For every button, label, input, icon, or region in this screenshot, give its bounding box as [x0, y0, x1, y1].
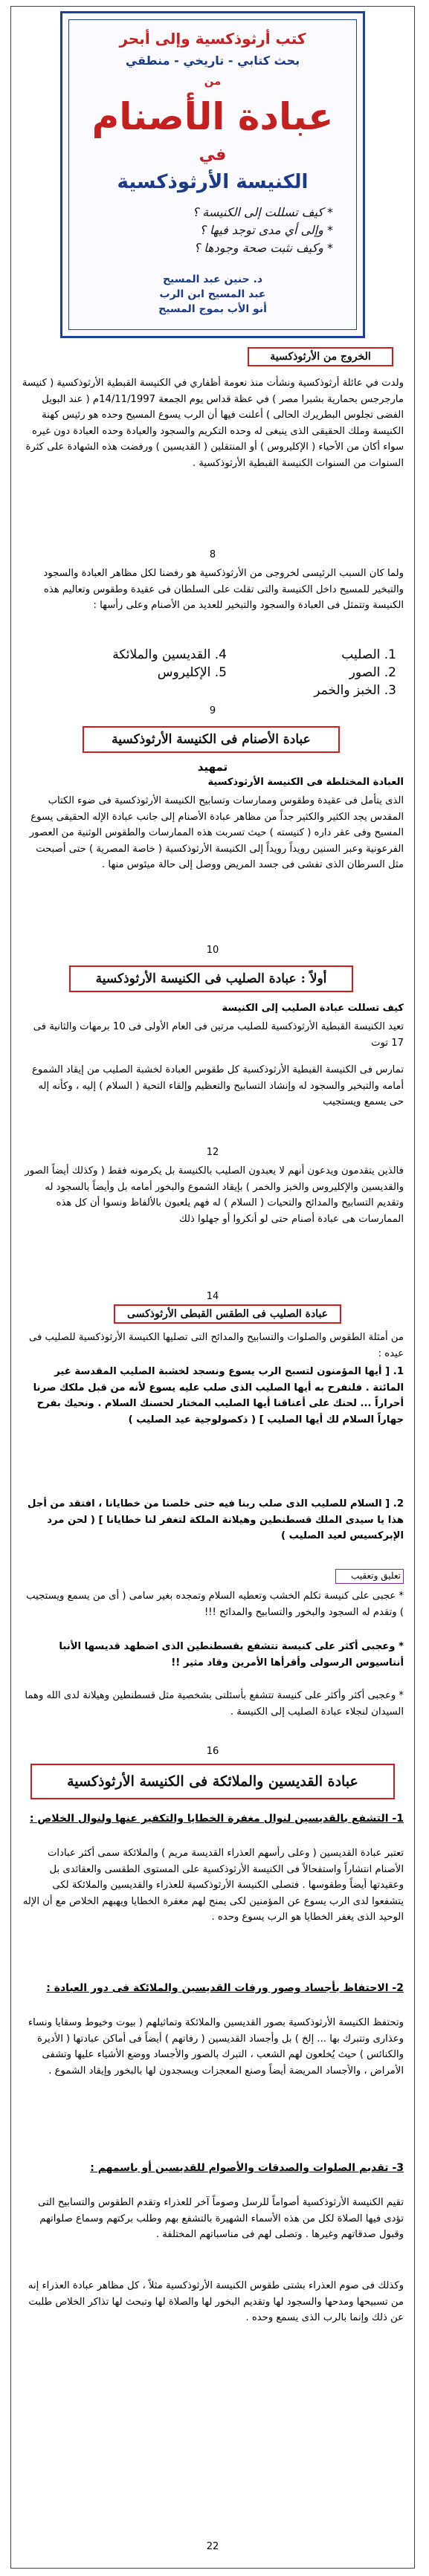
comment-3: * وعجبى أكثر وأكثر على كنيسة تتشفع بأسئلتى بشخصية مثل قسطنطين وهيلانة لدى الله وهما السيدان لنجلاء عبادة الصليب إلى الكنيسة .: [25, 1690, 404, 1718]
page-number: 9: [209, 705, 216, 716]
section-heading-saints: عبادة القديسين والملائكة فى الكنيسة الأرثوذكسية: [30, 1764, 395, 1799]
subheading-saints-1: 1- التشفع بالقديسين لنوال مغفرة الخطايا والتكفير عنها ولنوال الخلاص :: [29, 1813, 404, 1825]
intro-title: تمهيد: [197, 760, 228, 774]
idol-item: 2. الصور: [349, 665, 396, 680]
note-box: تعليق وتعقيب: [335, 1569, 404, 1584]
intro-subtitle: العبادة المختلطة فى الكنيسة الأرثوذكسية: [207, 777, 404, 788]
idol-item: 1. الصليب: [341, 647, 396, 662]
paragraph-intro: الذى يتأمل فى عقيدة وطقوس وممارسات وتسابيح الكنيسة الأرثوذكسية فى ضوء الكتاب المقدس يجد الكثير والكثير جداً من مظاهر عبادة الأصنام إلى جانب عبادة الإله الحقيقى يسوع المسيح وفى عقر داره ( كنيسته ) حيث تسربت هذه الممارسات والطقوس الوثنية من العصور الفرعونية وعبر السنين رويداً رويداً إلى الكنيسة الأرثوذكسية ( خاصة المصرية ) حتى أصبحت مثل السرطان الذى تفشى فى جسد المريض ووصل إلى حالة ميئوس منها .: [29, 795, 404, 870]
paragraph-exit: ولدت في عائلة أرثوذكسية ونشأت منذ نعومة أظفاري في الكنيسة القبطية الأرثوذكسية ( كنيسة مارجرجس بحمارية بشبرا مصر ) في عظة قداس يوم الجمعة 14/11/1997م ( عند البويل الفضى تجلوس البطريرك الحالى ) أعلنت فيها أن الرب يسوع المسيح وحده هو رئيس كهنة الكنيسة وملك الحقيقى الذى ينبغى له وحده التكريم والسجود والعبادة وحده العبادة دون غيره سواء أكان من الأحياء ( الإكليروس ) أو المنتقلين ( القديسين ) ورفضت هذه الشهادة على كثرة السنوات من السنوات الكنيسة القبطية الأرثوذكسية .: [22, 378, 404, 469]
paragraph-cross-1: تعيد الكنيسة القبطية الأرثوذكسية للصليب مرتين فى العام الأولى فى 10 برمهات والثانية فى 17 توت: [33, 1021, 404, 1049]
paragraph-reason: ولما كان السبب الرئيسى لخروجى من الأرثوذكسية هو رفضنا لكل مظاهر العبادة والسجود والتبخير للمسيح داخل الكنيسة والتى تقلت على السلطان فى عقيدة وطقوس وتعاليم هذه الكنيسة وتتمثل فى العبادة والسجود والتبخير للعديد من الأصنام وعلى رأسها :: [43, 568, 404, 611]
document-page: [10, 6, 415, 2569]
paragraph-cross-3: فالذين يتقدمون ويدعون أنهم لا يعبدون الصليب بالكنيسة بل يكرمونه فقط ( وكذلك أيضاً الصور والقديسين والإكليروس والخبز والخمر ) بإيقاد الشموع والبخور أمامه بل وأيضاً بالسجود له وتقديم التسابيح والمدائح والتحيات ( السلام ) له فهم يلعبون بالألفاظ ونسوا أن كل هذه الممارسات هى عبادة أصنام حتى لو أنكروا أو جهلوا ذلك: [25, 1165, 404, 1225]
section-heading-cross: أولاً : عبادة الصليب فى الكنيسة الأرثوذكسية: [69, 965, 353, 992]
quote-coptic-2: 2. [ السلام للصليب الذى صلب ربنا فيه حتى خلصنا من خطايانا ، افتقد من أجل هذا يا سيدى الملك قسطنطين وهيلانة الملكة لتغفر لنا خطايانا ] ( لحن مرد الإبركسيس لعيد الصليب ): [28, 1498, 404, 1541]
cover-question: * كيف تسللت إلى الكنيسة ؟: [192, 205, 333, 219]
cover-question: * وكيف نثبت صحة وجودها ؟: [193, 241, 333, 255]
paragraph-saints-3: تقيم الكنيسة الأرثوذكسية أصواماً للرسل وصوماً آخر للعذراء وتقدم الطقوس والتسابيح التى تؤدى فيها الصلاة لكل من هذه الأسماء الشهيرة بالتشفع بهم وطلب بركتهم وسماع صلواتهم وقبول صدقاتهم وغيرها . وتصلى لهم فى مناسباتهم المختلفة .: [37, 2197, 404, 2240]
subheading-saints-3: 3- تقديم الصلوات والصدقات والأصوام للقديسين أو باسمهم :: [90, 2162, 404, 2174]
cover-min: من: [204, 74, 222, 88]
idol-item: 3. الخبز والخمر: [314, 683, 396, 698]
cover-church-title: الكنيسة الأرثوذكسية: [117, 171, 309, 193]
cover-series-subtitle: بحث كتابي - تاريخي - منطقي: [125, 54, 300, 68]
cover-author: أنو الأب بموج المسيح: [158, 303, 267, 315]
idol-item: 5. الإكليروس: [157, 665, 227, 680]
page-number: 16: [206, 1746, 219, 1757]
page-number: 22: [206, 2541, 219, 2552]
idol-item: 4. القديسين والملائكة: [112, 647, 227, 662]
subheading-saints-2: 2- الاحتفاظ بأجساد وصور ورفات القديسين والملائكة فى دور العبادة :: [46, 1982, 404, 1994]
paragraph-saints-1: تعتبر عبادة القديسين ( وعلى رأسهم العذراء القديسة مريم ) والملائكة سمى أكثر عبادات الأصنام انتشاراً واستفحالاً فى الكنيسة الأرثوذكسية على المستوى الطقسى والعقائدى بل وعقيدتها أيضاً وطقوسها . فتصلى الكنيسة الأرثوذكسية للعذراء والقديسين والملائكة لكى يتشفعوا لدى الرب يسوع عن المؤمنين لكى يمنح لهم مغفرة الخطايا ويهبهم الخلاص مع أن الإله الوحيد الذى يغفر الخطايا هو الرب يسوع وحده .: [22, 1848, 404, 1923]
book-cover: [60, 11, 365, 338]
section-heading-coptic: عبادة الصليب فى الطقس القبطى الأرثوذكسى: [114, 1304, 341, 1324]
cover-question: * وإلى أي مدى توجد فيها ؟: [199, 223, 333, 237]
quote-coptic-1: 1. [ أيها المؤمنون لتسبح الرب يسوع ونسجد لخشبة الصليب المقدسة غير المائتة . فلنفرح به أيها الصليب الذى صلب عليه يسوع لأنه من قبل ملكك صرنا أحراراً ... لحنك على أعناقنا أيها الصليب المختار لحسنك السلام . ونحيك بفرح جهاراً السلام لك أيها الصليب ] ( ذكصولوجية عيد الصليب ): [33, 1366, 404, 1425]
idols-list-right: [218, 646, 396, 699]
page-number: 14: [206, 1291, 219, 1302]
comment-1: * عجبى على كنيسة تكلم الخشب وتعطيه السلام وتمجده بغير سامى ( أى من يسمع ويستجيب ) وتقدم له السجود والبخور والتسابيح والمدائح !!!: [26, 1590, 404, 1618]
cover-fi: في: [199, 146, 227, 164]
section-heading-worship: عبادة الأصنام فى الكنيسة الأرثوذكسية: [83, 726, 340, 753]
page-number: 10: [206, 945, 219, 956]
cover-series-title: كتب أرثوذكسية وإلى أبحر: [119, 30, 306, 48]
page-number: 12: [206, 1147, 219, 1158]
cover-author: د. حنين عبد المسيح: [162, 274, 263, 285]
paragraph-saints-2: وتحتفظ الكنيسة الأرثوذكسية بصور القديسين والملائكة وتماثيلهم ( بيوت وخيوط وسقايا ونساء وعذارى وتتبرك بها ... إلخ ) بل وأجساد القديسين ( رفاتهم ) أيضاً فى أماكن عبادتها ( الأديرة والكنائس ) حيث يُخلعون لهم الشعب ، التبرك بالصور والأجساد ووضع الأشياء عليها وتشفى الأمراض ، والأجساد المريضة أيضاً وصنع المعجزات ويسجدون لها بالبخور وإيقاد الشموع .: [28, 2017, 404, 2077]
section-heading-exit: الخروج من الأرثوذكسية: [248, 347, 393, 366]
comment-2: * وعجبى أكثر على كنيسة تتشفع بقسطنطين الذى اضطهد قديسها الأنبا أنتاسيوس الرسولى وأقرأها الأمرين وقاد مثير !!: [59, 1641, 404, 1669]
paragraph-coptic-intro: من أمثلة الطقوس والصلوات والتسابيح والمدائح التى تصليها الكنيسة الأرثوذكسية للصليب فى عيده :: [29, 1332, 404, 1359]
paragraph-cross-2: تمارس فى الكنيسة القبطية الأرثوذكسية كل طقوس العبادة لخشبة الصليب من إيقاد الشموع أمامه والتبخير والسجود له وإنشاد التسابيح والتعظيم وإلقاء التحية ( السلام ) إليه ، وكأنه إله حى يسمع ويستجيب: [31, 1064, 404, 1107]
cover-main-title: عبادة الأصنام: [91, 95, 334, 138]
idols-list-left: [41, 646, 227, 682]
paragraph-saints-4: وكذلك فى صوم العذراء بشتى طقوس الكنيسة الأرثوذكسية مثلاً ، كل مظاهر عبادة العذراء إنه من تسبيحها ومدحها والسجود لها وتقديم البخور لها والصلاة لها وتبحث لها تذاكر الخلاص طلبت عن ذلك وإنما بالرب الذى يسمع وحده .: [28, 2280, 404, 2323]
cross-subtitle: كيف تسللت عبادة الصليب إلى الكنيسة: [222, 1003, 404, 1014]
cover-author: عبد المسيح ابن الرب: [159, 288, 266, 300]
page-number: 8: [209, 549, 216, 560]
